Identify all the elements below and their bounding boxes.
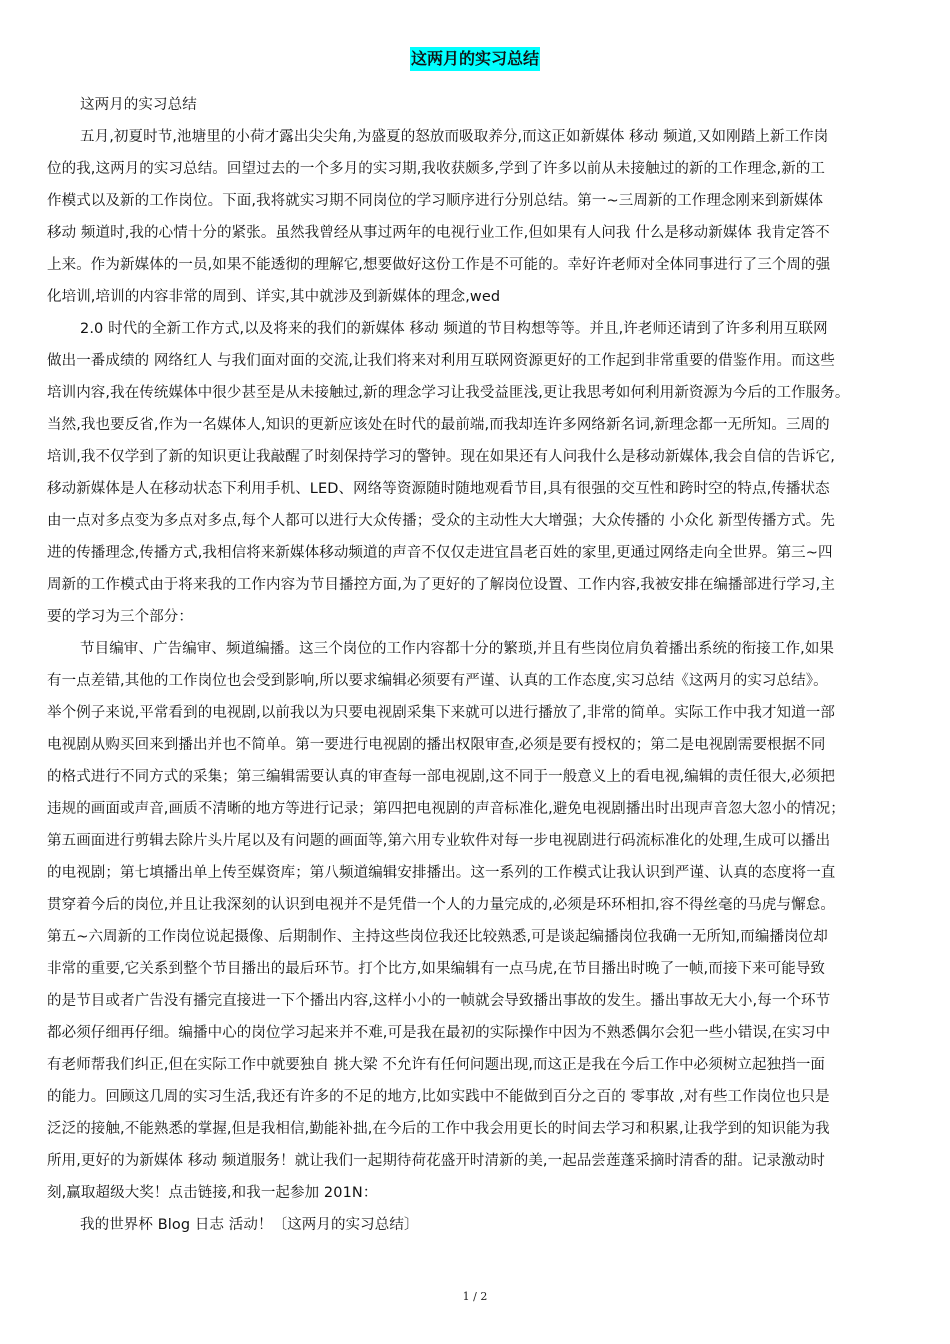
text-line: 第五画面进行剪辑去除片头片尾以及有问题的画面等,第六用专业软件对每一步电视剧进行码流标准化的处理,生成可以播出 <box>47 833 831 849</box>
text-line: 培训内容,我在传统媒体中很少甚至是从未接触过,新的理念学习让我受益匪浅,更让我思考如何利用新资源为今后的工作服务。 <box>47 385 850 401</box>
text-line: 这两月的实习总结 <box>80 97 197 113</box>
text-line: 要的学习为三个部分： <box>47 609 193 625</box>
text-line: 有老师帮我们纠正,但在实际工作中就要独自 挑大梁 不允许有任何问题出现,而这正是我在今后工作中必须树立起独挡一面 <box>47 1057 826 1073</box>
title-container <box>0 47 950 71</box>
text-line: 节目编审、广告编审、频道编播。这三个岗位的工作内容都十分的繁琐,并且有些岗位肩负着播出系统的衔接工作,如果 <box>80 641 835 657</box>
text-line: 贯穿着今后的岗位,并且让我深刻的认识到电视并不是凭借一个人的力量完成的,必须是环环相扣,容不得丝毫的马虎与懈怠。 <box>47 897 835 913</box>
text-line: 的是节目或者广告没有播完直接进一下个播出内容,这样小小的一帧就会导致播出事故的发生。播出事故无大小,每一个环节 <box>47 993 831 1009</box>
text-line: 位的我,这两月的实习总结。回望过去的一个多月的实习期,我收获颇多,学到了许多以前从未接触过的新的工作理念,新的工 <box>47 161 826 177</box>
text-line: 举个例子来说,平常看到的电视剧,以前我以为只要电视剧采集下来就可以进行播放了,非常的简单。实际工作中我才知道一部 <box>47 705 835 721</box>
text-line: 第五~六周新的工作岗位说起摄像、后期制作、主持这些岗位我还比较熟悉,可是谈起编播岗位我确一无所知,而编播岗位却 <box>47 929 828 945</box>
document-body <box>47 93 917 1245</box>
text-line: 有一点差错,其他的工作岗位也会受到影响,所以要求编辑必须要有严谨、认真的工作态度,实习总结《这两月的实习总结》。 <box>47 673 828 689</box>
text-line: 违规的画面或声音,画质不清晰的地方等进行记录；第四把电视剧的声音标准化,避免电视剧播出时出现声音忽大忽小的情况； <box>47 801 845 817</box>
text-line: 刻,赢取超级大奖！点击链接,和我一起参加 201N： <box>47 1185 378 1201</box>
text-line: 培训,我不仅学到了新的知识更让我敲醒了时刻保持学习的警钟。现在如果还有人问我什么是移动新媒体,我会自信的告诉它, <box>47 449 835 465</box>
text-line: 2.0 时代的全新工作方式,以及将来的我们的新媒体 移动 频道的节目构想等等。并且,许老师还请到了许多利用互联网 <box>80 321 828 337</box>
text-line: 由一点对多点变为多点对多点,每个人都可以进行大众传播；受众的主动性大大增强；大众传播的 小众化 新型传播方式。先 <box>47 513 835 529</box>
text-line: 上来。作为新媒体的一员,如果不能透彻的理解它,想要做好这份工作是不可能的。幸好许老师对全体同事进行了三个周的强 <box>47 257 831 273</box>
document-title: 这两月的实习总结 <box>410 47 540 71</box>
text-line: 当然,我也要反省,作为一名媒体人,知识的更新应该处在时代的最前端,而我却连许多网络新名词,新理念都一无所知。三周的 <box>47 417 830 433</box>
text-line: 化培训,培训的内容非常的周到、详实,其中就涉及到新媒体的理念,wed <box>47 289 501 305</box>
page-number: 1 / 2 <box>462 1290 488 1303</box>
text-line: 做出一番成绩的 网络红人 与我们面对面的交流,让我们将来对利用互联网资源更好的工作起到非常重要的借鉴作用。而这些 <box>47 353 835 369</box>
text-line: 移动新媒体是人在移动状态下利用手机、LED、网络等资源随时随地观看节目,具有很强的交互性和跨时空的特点,传播状态 <box>47 481 830 497</box>
text-line: 泛泛的接触,不能熟悉的掌握,但是我相信,勤能补拙,在今后的工作中我会用更长的时间去学习和积累,让我学到的知识能为我 <box>47 1121 830 1137</box>
text-line: 的能力。回顾这几周的实习生活,我还有许多的不足的地方,比如实践中不能做到百分之百的 零事故 ,对有些工作岗位也只是 <box>47 1089 830 1105</box>
text-line: 移动 频道时,我的心情十分的紧张。虽然我曾经从事过两年的电视行业工作,但如果有人问我 什么是移动新媒体 我肯定答不 <box>47 225 830 241</box>
text-line: 的电视剧；第七填播出单上传至媒资库；第八频道编辑安排播出。这一系列的工作模式让我认识到严谨、认真的态度将一直 <box>47 865 836 881</box>
text-line: 的格式进行不同方式的采集；第三编辑需要认真的审查每一部电视剧,这不同于一般意义上的看电视,编辑的责任很大,必须把 <box>47 769 835 785</box>
text-line: 都必须仔细再仔细。编播中心的岗位学习起来并不难,可是我在最初的实际操作中因为不熟悉偶尔会犯一些小错误,在实习中 <box>47 1025 831 1041</box>
text-line: 周新的工作模式由于将来我的工作内容为节目播控方面,为了更好的了解岗位设置、工作内容,我被安排在编播部进行学习,主 <box>47 577 835 593</box>
text-line: 非常的重要,它关系到整个节目播出的最后环节。打个比方,如果编辑有一点马虎,在节目播出时晚了一帧,而接下来可能导致 <box>47 961 826 977</box>
text-line: 我的世界杯 Blog 日志 活动！〔这两月的实习总结〕 <box>80 1217 419 1233</box>
text-line: 电视剧从购买回来到播出并也不简单。第一要进行电视剧的播出权限审查,必须是要有授权的；第二是电视剧需要根据不同 <box>47 737 826 753</box>
text-line: 进的传播理念,传播方式,我相信将来新媒体移动频道的声音不仅仅走进宜昌老百姓的家里,更通过网络走向全世界。第三~四 <box>47 545 833 561</box>
text-line: 作模式以及新的工作岗位。下面,我将就实习期不同岗位的学习顺序进行分别总结。第一~三周新的工作理念刚来到新媒体 <box>47 193 824 209</box>
text-line: 所用,更好的为新媒体 移动 频道服务！就让我们一起期待荷花盛开时清新的美,一起品尝莲蓬采摘时清香的甜。记录激动时 <box>47 1153 826 1169</box>
text-line: 五月,初夏时节,池塘里的小荷才露出尖尖角,为盛夏的怒放而吸取养分,而这正如新媒体 移动 频道,又如刚踏上新工作岗 <box>80 129 829 145</box>
